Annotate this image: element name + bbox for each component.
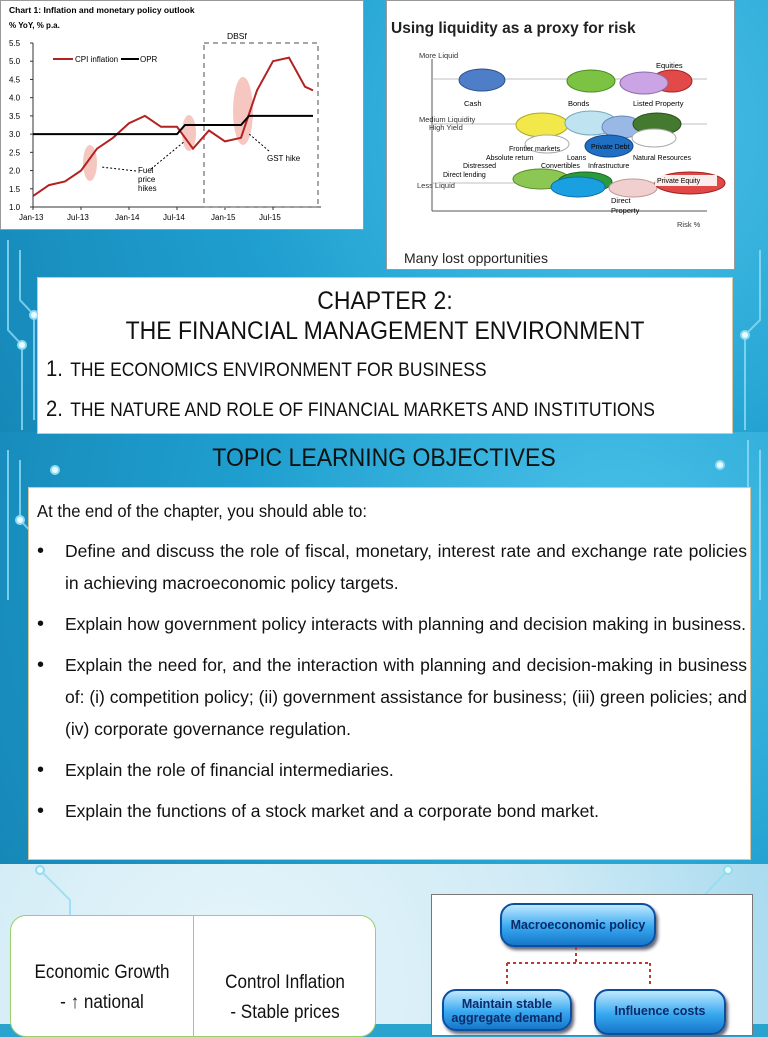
direct-lending-label: Direct lending (443, 172, 486, 179)
inflation-chart-svg (1, 1, 363, 229)
fuel-arrow-2 (151, 141, 185, 169)
y-tick-label: 3.5 (9, 111, 21, 121)
chapter-title-card (37, 277, 733, 434)
direct-property-bubble (609, 179, 657, 197)
chart-title: Chart 1: Inflation and monetary policy outlook (9, 5, 195, 15)
chapter-item-2-number: 2. (46, 396, 63, 421)
liquidity-caption: Many lost opportunities (404, 250, 548, 266)
objective-item: • Define and discuss the role of fiscal, monetary, interest rate and exchange rate policies in achieving macroeconomic policy targets. (37, 535, 747, 599)
chapter-item-1 (46, 356, 487, 382)
chart-ylabel: % YoY, % p.a. (9, 21, 60, 30)
objectives-intro: At the end of the chapter, you should able to: (37, 501, 367, 521)
macro-policy-diagram (431, 894, 753, 1036)
cash-bubble (459, 69, 505, 91)
liquidity-risk-svg (387, 1, 734, 269)
chapter-item-1-number: 1. (46, 356, 63, 381)
objectives-title: TOPIC LEARNING OBJECTIVES (212, 444, 556, 472)
goal-economic-growth (11, 916, 194, 1036)
frontier-markets-bubble (516, 113, 568, 137)
distressed-debt-bubble (551, 177, 605, 197)
x-tick-label: Jan-15 (211, 213, 236, 222)
risk-label: Risk % (677, 220, 701, 229)
objectives-box (28, 487, 751, 860)
goal-inflation-heading: Control Inflation (225, 972, 345, 993)
direct-property-label-line1: Direct (611, 196, 631, 205)
dbsf-label: DBSf (227, 31, 247, 41)
gst-annotation: GST hike (267, 154, 301, 163)
liquidity-title: Using liquidity as a proxy for risk (391, 20, 636, 37)
objectives-list (37, 535, 747, 836)
goal-inflation-detail: - Stable prices (230, 1002, 340, 1023)
infrastructure-label: Infrastructure (588, 163, 630, 170)
x-tick-label: Jan-14 (115, 213, 140, 222)
natural-resources-label: Natural Resources (633, 155, 691, 162)
goal-growth-detail: - ↑ national (60, 992, 144, 1013)
stable-demand-line1: Maintain stable (461, 997, 553, 1011)
bonds-bubble (567, 70, 615, 92)
y-tick-label: 1.5 (9, 184, 21, 194)
chapter-item-2-text: THE NATURE AND ROLE OF FINANCIAL MARKETS AND INSTITUTIONS (70, 400, 655, 421)
more-liquid-label: More Liquid (419, 51, 459, 60)
convertibles-label: Convertibles (541, 163, 580, 170)
fuel-hike-highlight-2 (182, 115, 196, 151)
cash-label: Cash (464, 99, 482, 108)
cpi-series-line (33, 58, 313, 197)
objective-item: • Explain the role of financial intermediaries. (37, 754, 747, 786)
y-tick-label: 4.5 (9, 75, 21, 85)
opr-series-line (33, 116, 313, 134)
objective-item: • Explain how government policy interacts with planning and decision making in business. (37, 608, 747, 640)
stable-demand-node (442, 989, 572, 1031)
y-tick-label: 5.5 (9, 39, 21, 48)
direct-property-label-line2: Property (611, 206, 640, 215)
infrastructure-bubble (632, 129, 676, 147)
bonds-label: Bonds (568, 99, 590, 108)
x-tick-label: Jul-15 (259, 213, 281, 222)
y-tick-label: 1.0 (9, 203, 21, 212)
goal-control-inflation (195, 916, 375, 1036)
loans-label: Loans (567, 155, 587, 162)
macro-policy-node: Macroeconomic policy (500, 903, 656, 947)
objective-item: • Explain the need for, and the interaction with planning and decision-making in business of: (i) competition policy; (ii) government assistance for business; (iii) green policies; and (iv) corporate governance regulation. (37, 649, 747, 745)
chapter-item-2 (46, 396, 655, 422)
distressed-label: Distressed (463, 163, 497, 170)
chapter-number: CHAPTER 2: (317, 287, 453, 315)
listed-property-label: Listed Property (633, 99, 684, 108)
legend-cpi-label: CPI inflation (75, 55, 119, 64)
x-tick-label: Jul-14 (163, 213, 185, 222)
y-tick-label: 3.0 (9, 130, 21, 140)
y-tick-label: 2.0 (9, 166, 21, 176)
y-tick-label: 2.5 (9, 148, 21, 158)
chapter-title: THE FINANCIAL MANAGEMENT ENVIRONMENT (125, 317, 645, 345)
objective-item: • Explain the functions of a stock market and a corporate bond market. (37, 795, 747, 827)
stable-demand-line2: aggregate demand (451, 1011, 563, 1025)
absolute-return-label: Absolute return (486, 155, 534, 162)
medium-liquidity-label: Medium Liquidity (419, 115, 476, 124)
fuel-annotation-line1: Fuel (138, 166, 154, 175)
frontier-markets-label: Frontier markets (509, 146, 560, 153)
x-tick-label: Jul-13 (67, 213, 89, 222)
gst-arrow (248, 133, 269, 151)
equities-label: Equities (656, 61, 683, 70)
inflation-chart (0, 0, 364, 230)
policy-goals-box (10, 915, 376, 1037)
influence-costs-node: Influence costs (594, 989, 726, 1035)
legend-opr-label: OPR (140, 55, 158, 64)
liquidity-risk-chart (386, 0, 735, 270)
high-yield-label: High Yield (429, 123, 463, 132)
y-tick-label: 4.0 (9, 93, 21, 103)
less-liquid-label: Less Liquid (417, 181, 455, 190)
chapter-item-1-text: THE ECONOMICS ENVIRONMENT FOR BUSINESS (70, 360, 487, 381)
fuel-arrow-1 (101, 167, 136, 171)
y-tick-label: 5.0 (9, 57, 21, 67)
listed-property-bubble (620, 72, 668, 94)
private-debt-label: Private Debt (591, 144, 630, 151)
goal-growth-heading: Economic Growth (34, 962, 170, 983)
fuel-annotation-line3: hikes (138, 184, 157, 193)
fuel-annotation-line2: price (138, 175, 156, 184)
x-tick-label: Jan-13 (19, 213, 44, 222)
private-equity-label: Private Equity (657, 178, 701, 185)
